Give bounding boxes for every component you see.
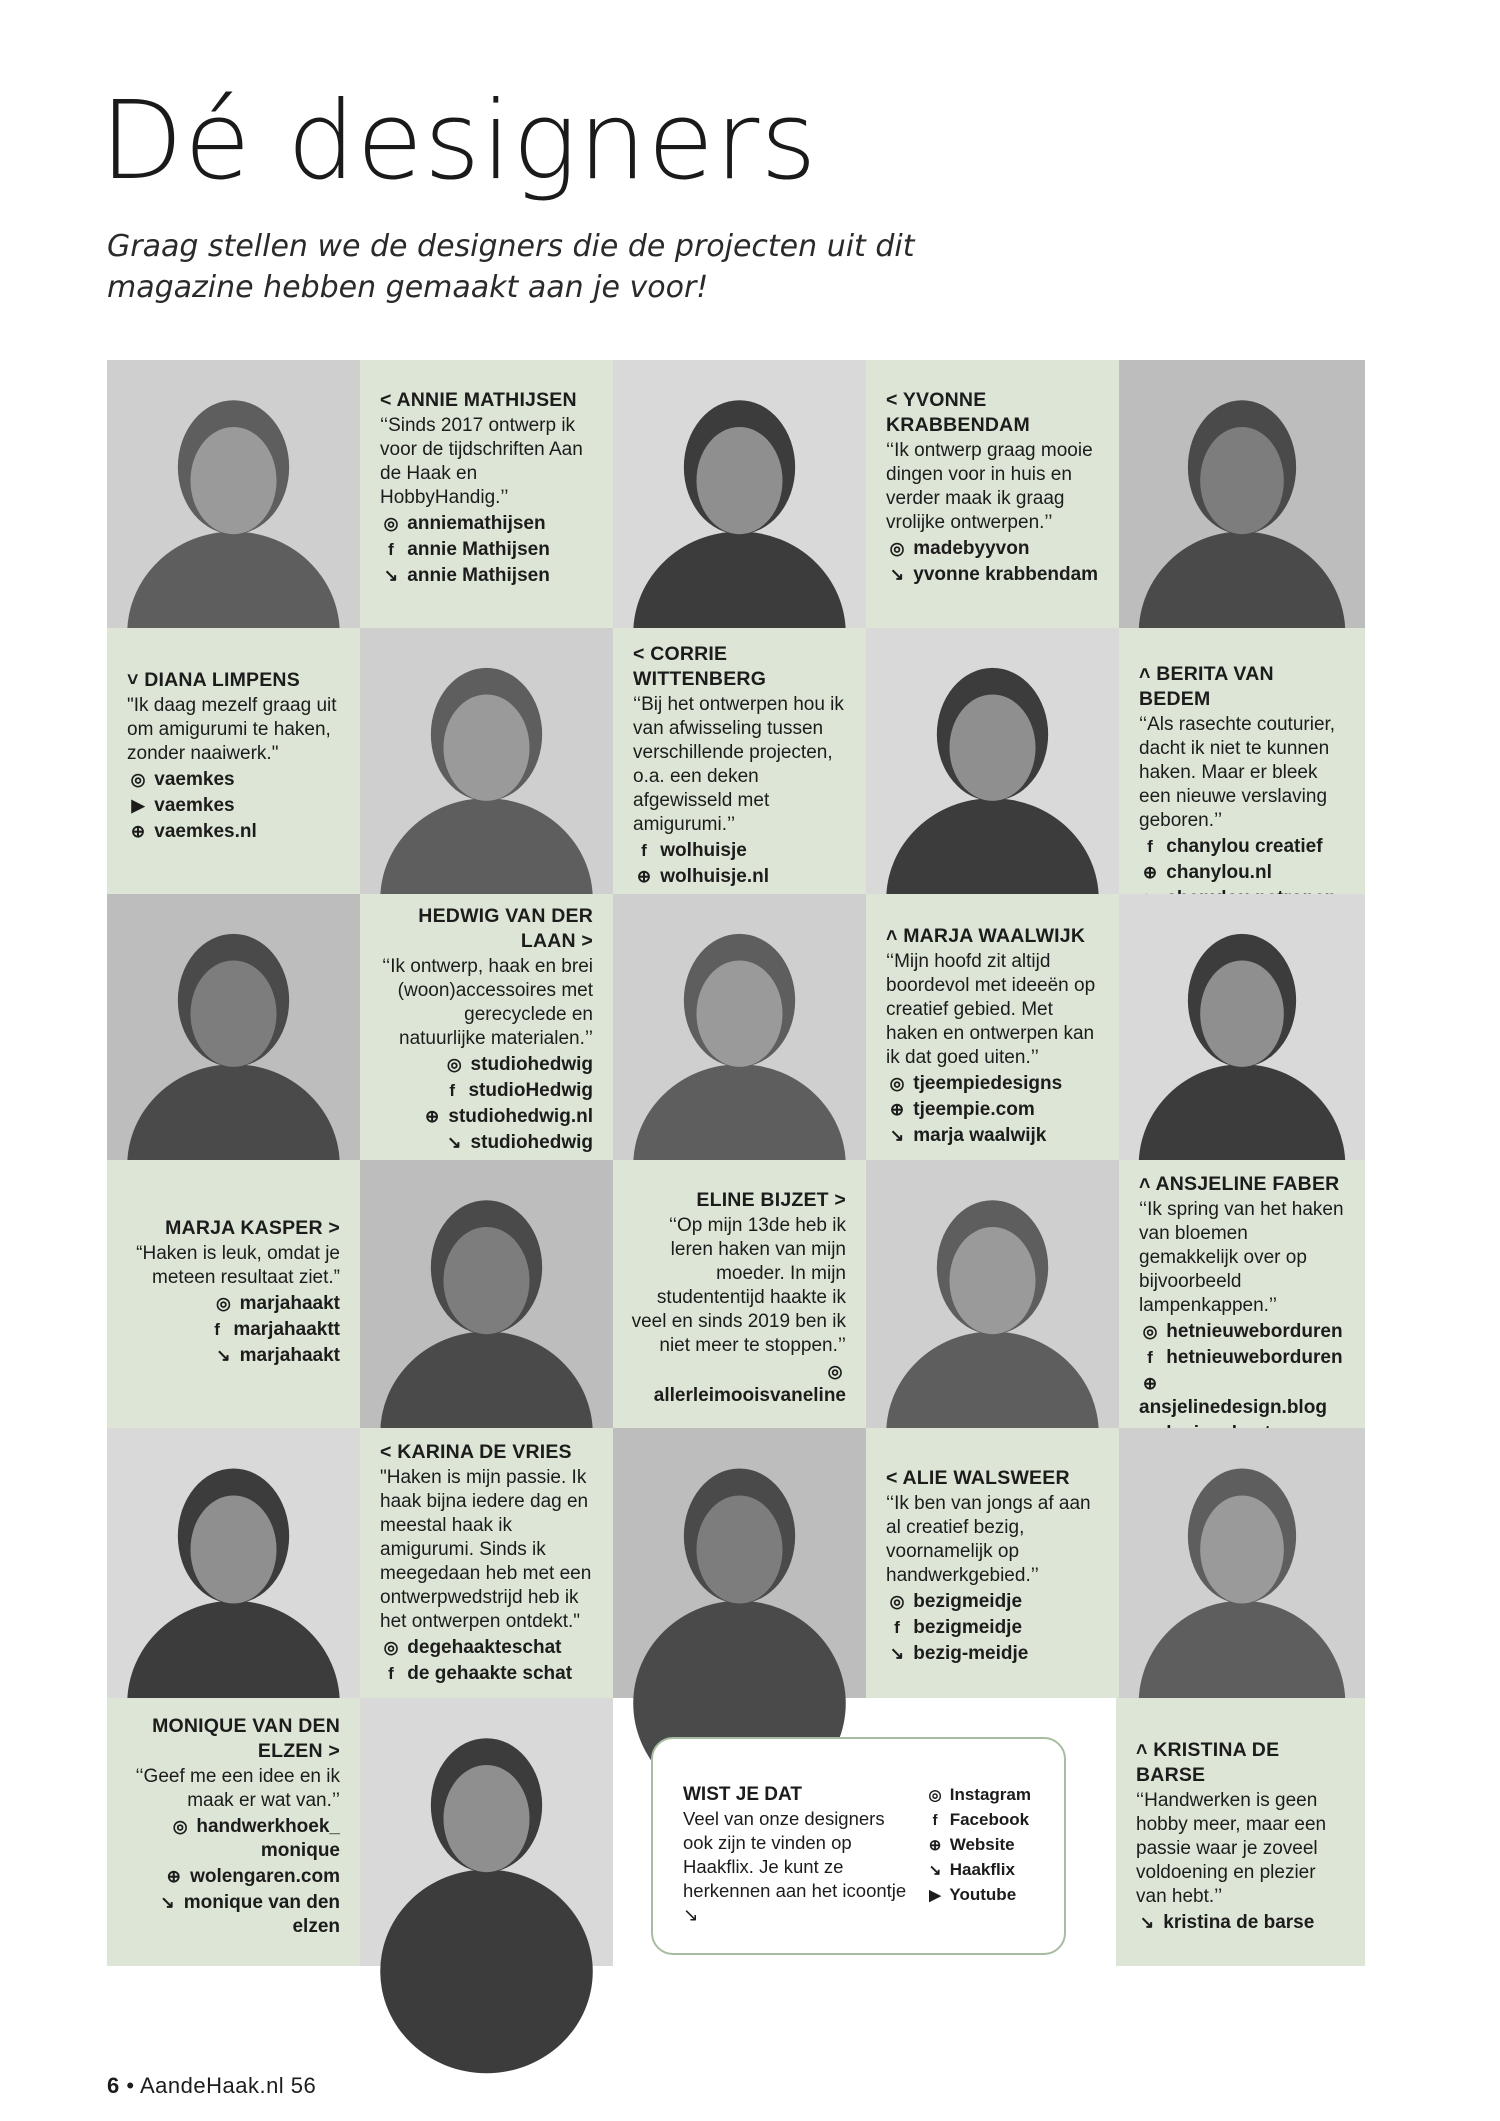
facebook-icon: f	[1147, 837, 1153, 856]
designer-quote: "Ik daag mezelf graag uit om amigurumi te haken, zonder naaiwerk."	[127, 695, 337, 764]
social-handle: marja waalwijk	[908, 1125, 1047, 1146]
social-handle: bezigmeidje	[908, 1617, 1023, 1638]
instagram-icon: ◎	[889, 539, 905, 558]
website-icon: ⊕	[636, 867, 652, 886]
haakflix-icon: ↘	[216, 1346, 231, 1365]
social-link[interactable]	[127, 820, 344, 844]
photo-annie-mathijsen	[107, 360, 360, 628]
social-handle: tjeempie.com	[908, 1099, 1035, 1120]
portrait-image	[107, 360, 360, 628]
social-handle: bezigmeidje	[908, 1591, 1023, 1612]
social-link[interactable]	[380, 1636, 597, 1660]
social-handle: annie Mathijsen	[402, 565, 550, 586]
designer-card	[107, 628, 360, 894]
designer-card	[360, 1428, 613, 1698]
portrait-image	[613, 1428, 866, 1698]
portrait-image	[107, 1428, 360, 1698]
photo-kristina-de-barse	[1119, 1428, 1365, 1698]
portrait-image	[360, 1698, 613, 1966]
social-handle: madebyyvon	[908, 538, 1030, 559]
social-handle: hetnieuweborduren	[1161, 1321, 1343, 1342]
portrait-image	[360, 1160, 613, 1428]
portrait-image	[1119, 1428, 1365, 1698]
website-icon: ⊕	[1142, 1374, 1158, 1393]
haakflix-icon: ↘	[889, 1126, 905, 1145]
photo-eline-bijzet	[360, 1160, 613, 1428]
social-link[interactable]	[1139, 835, 1349, 859]
legend-item	[925, 1833, 1031, 1858]
social-handle: chanylou.nl	[1161, 862, 1272, 883]
page-title: Dé designers	[100, 79, 818, 204]
instagram-icon: ◎	[889, 1074, 905, 1093]
social-handle: degehaakteschat	[402, 1637, 562, 1658]
person-face	[443, 1227, 529, 1334]
social-link[interactable]	[374, 1131, 593, 1155]
instagram-icon: ◎	[130, 770, 146, 789]
designer-name: ˄ MARJA WAALWIJK	[886, 925, 1086, 947]
page-subtitle: Graag stellen we de designers die de projecten uit dit magazine hebben gemaakt aan je voor!	[107, 229, 915, 305]
social-handle: ansjelinedesign.blog	[1139, 1397, 1327, 1418]
social-handle: allerleimooisvaneline	[653, 1385, 846, 1406]
instagram-icon: ◎	[383, 514, 399, 533]
designer-name: MONIQUE VAN DEN ELZEN >	[152, 1715, 340, 1762]
social-link[interactable]	[886, 563, 1103, 587]
social-link[interactable]	[127, 794, 344, 818]
designer-quote: ‘‘Op mijn 13de heb ik leren haken van mijn moeder. In mijn studententijd haakte ik veel en sinds 2019 ben ik niet meer te stoppen.’’	[631, 1215, 846, 1356]
haakflix-icon: ↘	[1139, 1913, 1155, 1932]
designer-card	[360, 360, 613, 628]
designer-name: MARJA KASPER >	[165, 1217, 340, 1239]
page-footer	[107, 2073, 316, 2099]
social-handle: marjahaaktt	[228, 1319, 340, 1340]
haakflix-icon: ↘	[160, 1893, 175, 1912]
photo-marja-waalwijk	[613, 894, 866, 1160]
youtube-icon: ▶	[131, 796, 145, 815]
facebook-icon: f	[894, 1618, 900, 1637]
designer-name: ˄ BERITA VAN BEDEM	[1139, 663, 1274, 710]
magazine-name: AandeHaak.nl 56	[139, 2073, 317, 2098]
facebook-icon: f	[388, 1664, 394, 1683]
social-handle: wolhuisje.nl	[655, 866, 770, 887]
person-face	[696, 1496, 782, 1604]
person-face	[949, 695, 1035, 801]
social-handle: wolhuisje	[655, 840, 747, 861]
social-link[interactable]	[633, 865, 850, 889]
designer-quote: “Haken is leuk, omdat je meteen resultaat ziet.”	[136, 1243, 340, 1288]
website-icon: ⊕	[130, 822, 146, 841]
social-handle: studiohedwig	[465, 1132, 593, 1153]
designer-name: < KARINA DE VRIES	[380, 1441, 572, 1463]
wist-je-dat-box	[651, 1737, 1066, 1955]
designer-card	[1116, 1698, 1365, 1966]
photo-diana-limpens	[360, 628, 613, 894]
social-link[interactable]	[374, 1079, 593, 1103]
social-handle: marjahaakt	[234, 1293, 340, 1314]
photo-berita-van-bedem	[1119, 360, 1365, 628]
legend-item	[925, 1783, 1031, 1808]
website-icon: ⊕	[889, 1100, 905, 1119]
designer-name: < ALIE WALSWEER	[886, 1467, 1070, 1489]
person-face	[1200, 1496, 1284, 1604]
instagram-icon: ◎	[928, 1787, 942, 1804]
photo-alie-walsweer	[613, 1428, 866, 1698]
designers-grid	[107, 360, 1365, 1966]
social-handle: hetnieuweborduren	[1161, 1347, 1343, 1368]
social-handle: anniemathijsen	[402, 513, 546, 534]
social-handle: chanylou creatief	[1161, 836, 1323, 857]
social-link[interactable]	[380, 1662, 597, 1686]
social-handle: de gehaakte schat	[402, 1663, 573, 1684]
social-link[interactable]	[886, 1124, 1103, 1148]
designer-name: < YVONNE KRABBENDAM	[886, 389, 1030, 436]
designer-card	[613, 628, 866, 894]
photo-yvonne-krabbendam	[613, 360, 866, 628]
wist-je-dat-text: Veel van onze designers ook zijn te vinden op Haakflix. Je kunt ze herkennen aan het icoontje ↘	[683, 1808, 907, 1925]
designer-quote: ‘‘Bij het ontwerpen hou ik van afwisseling tussen verschillende projecten, o.a. een deken afgewisseld met amigurumi.’’	[633, 694, 844, 835]
social-link[interactable]	[374, 1105, 593, 1129]
social-handle: vaemkes	[149, 795, 235, 816]
designer-card	[1119, 628, 1365, 894]
legend-label: Youtube	[945, 1885, 1017, 1904]
social-link[interactable]	[1139, 1372, 1349, 1420]
designer-quote: ‘‘Ik ontwerp, haak en brei (woon)accessoires met gerecyclede en natuurlijke materialen.’’	[382, 956, 593, 1049]
designer-quote: ‘‘Ik ben van jongs af aan al creatief bezig, voornamelijk op handwerkgebied.’’	[886, 1493, 1091, 1586]
haakflix-icon: ↘	[383, 566, 399, 585]
social-link[interactable]	[1136, 1911, 1349, 1935]
portrait-image	[613, 360, 866, 628]
social-handle: monique van den elzen	[178, 1892, 340, 1937]
designer-name: HEDWIG VAN DER LAAN >	[418, 905, 593, 952]
person-face	[1200, 427, 1284, 534]
legend-item	[925, 1883, 1031, 1908]
instagram-icon: ◎	[1142, 1322, 1158, 1341]
page-number: 6	[107, 2073, 120, 2098]
social-handle: studiohedwig.nl	[443, 1106, 593, 1127]
social-link[interactable]	[121, 1815, 340, 1863]
photo-ansjeline-faber	[866, 1160, 1119, 1428]
social-link[interactable]	[1139, 861, 1349, 885]
youtube-icon: ▶	[929, 1887, 941, 1904]
instagram-icon: ◎	[383, 1638, 399, 1657]
person-face	[190, 427, 276, 534]
designer-quote: ‘‘Ik ontwerp graag mooie dingen voor in huis en verder maak ik graag vrolijke ontwerpen.’’	[886, 440, 1093, 533]
designer-card	[613, 1160, 866, 1428]
wist-je-dat-title: WIST JE DAT	[683, 1784, 802, 1805]
social-link[interactable]	[121, 1318, 340, 1342]
designer-quote: ‘‘Mijn hoofd zit altijd boordevol met ideeën op creatief gebied. Met haken en ontwerpen kan ik dat goed uiten.’’	[886, 951, 1096, 1068]
social-link[interactable]	[121, 1344, 340, 1368]
designer-quote: "Haken is mijn passie. Ik haak bijna iedere dag en meestal haak ik amigurumi. Sinds ik meegedaan heb met een ontwerpwedstrijd heb ik het ontwerpen ontdekt."	[380, 1467, 592, 1632]
instagram-icon: ◎	[215, 1294, 231, 1313]
social-handle: handwerkhoek_ monique	[191, 1816, 340, 1861]
person-face	[949, 1227, 1035, 1334]
designer-name: ˄ ANSJELINE FABER	[1139, 1173, 1340, 1195]
icon-legend	[925, 1783, 1031, 1908]
social-handle: tjeempiedesigns	[908, 1073, 1063, 1094]
portrait-image	[107, 894, 360, 1160]
photo-monique-van-den-elzen	[360, 1698, 613, 1966]
haakflix-icon: ↘	[928, 1862, 942, 1879]
social-handle: annie Mathijsen	[402, 539, 550, 560]
designer-quote: ‘‘Sinds 2017 ontwerp ik voor de tijdschriften Aan de Haak en HobbyHandig.’’	[380, 415, 583, 508]
designer-card	[866, 360, 1119, 628]
social-link[interactable]	[886, 1072, 1103, 1096]
portrait-image	[613, 894, 866, 1160]
social-link[interactable]	[1139, 1320, 1349, 1344]
social-link[interactable]	[1139, 1346, 1349, 1370]
social-link[interactable]	[121, 1865, 340, 1889]
person-face	[190, 1496, 276, 1604]
social-link[interactable]	[886, 1616, 1103, 1640]
instagram-icon: ◎	[172, 1817, 188, 1836]
social-link[interactable]	[121, 1292, 340, 1316]
legend-label: Instagram	[945, 1785, 1031, 1804]
social-link[interactable]	[633, 839, 850, 863]
facebook-icon: f	[214, 1320, 220, 1339]
designer-name: < CORRIE WITTENBERG	[633, 643, 767, 690]
facebook-icon: f	[388, 540, 394, 559]
social-link[interactable]	[121, 1891, 340, 1939]
social-handle: wolengaren.com	[184, 1866, 340, 1887]
haakflix-icon: ↘	[889, 1644, 905, 1663]
portrait-image	[1119, 894, 1365, 1160]
website-icon: ⊕	[424, 1107, 440, 1126]
social-link[interactable]	[627, 1360, 846, 1408]
designer-quote: ‘‘Als rasechte couturier, dacht ik niet te kunnen haken. Maar er bleek een nieuwe verslaving geboren.’’	[1139, 714, 1336, 831]
designer-name: ELINE BIJZET >	[696, 1189, 846, 1211]
person-face	[443, 695, 529, 801]
social-link[interactable]	[886, 1642, 1103, 1666]
photo-corrie-wittenberg	[866, 628, 1119, 894]
designer-quote: ‘‘Handwerken is geen hobby meer, maar een passie waar je zoveel voldoening en plezier van hebt.’’	[1136, 1790, 1327, 1907]
social-link[interactable]	[380, 564, 597, 588]
person-face	[443, 1765, 529, 1872]
instagram-icon: ◎	[889, 1592, 905, 1611]
portrait-image	[866, 1160, 1119, 1428]
person-face	[1200, 961, 1284, 1067]
social-handle: vaemkes	[149, 769, 235, 790]
haakflix-icon: ↘	[447, 1133, 462, 1152]
social-handle: yvonne krabbendam	[908, 564, 1099, 585]
social-handle: kristina de barse	[1158, 1912, 1315, 1933]
wist-je-dat-text-block	[683, 1783, 913, 1927]
website-icon: ⊕	[166, 1867, 181, 1886]
designer-name: ˅ DIANA LIMPENS	[127, 669, 300, 691]
social-link[interactable]	[374, 1053, 593, 1077]
social-handle: vaemkes.nl	[149, 821, 257, 842]
facebook-icon: f	[1147, 1348, 1153, 1367]
designer-quote: ‘‘Geef me een idee en ik maak er wat van.’’	[135, 1766, 340, 1811]
designer-card	[866, 894, 1119, 1160]
designer-name: ˄ KRISTINA DE BARSE	[1136, 1739, 1280, 1786]
social-handle: studiohedwig	[465, 1054, 593, 1075]
instagram-icon: ◎	[827, 1362, 843, 1381]
person-face	[190, 961, 276, 1067]
social-link[interactable]	[380, 538, 597, 562]
designer-card	[866, 1428, 1119, 1698]
website-icon: ⊕	[928, 1837, 942, 1854]
portrait-image	[866, 628, 1119, 894]
designer-name: < ANNIE MATHIJSEN	[380, 389, 577, 411]
legend-label: Facebook	[945, 1810, 1030, 1829]
person-body	[380, 1870, 593, 2074]
social-link[interactable]	[886, 1590, 1103, 1614]
photo-marja-kasper	[1119, 894, 1365, 1160]
facebook-icon: f	[641, 841, 647, 860]
designer-card	[360, 894, 613, 1160]
legend-item	[925, 1858, 1031, 1883]
social-link[interactable]	[127, 768, 344, 792]
social-link[interactable]	[886, 537, 1103, 561]
designer-quote: ‘‘Ik spring van het haken van bloemen gemakkelijk over op bijvoorbeeld lampenkappen.’’	[1139, 1199, 1344, 1316]
person-face	[696, 961, 782, 1067]
designer-card	[1119, 1160, 1365, 1428]
designer-card	[107, 1160, 360, 1428]
social-handle: marjahaakt	[234, 1345, 340, 1366]
social-handle: bezig-meidje	[908, 1643, 1029, 1664]
facebook-icon: f	[449, 1081, 455, 1100]
photo-hedwig-van-der-laan	[107, 894, 360, 1160]
person-face	[696, 427, 782, 534]
designer-card	[107, 1698, 360, 1966]
footer-separator: •	[126, 2073, 135, 2098]
portrait-image	[360, 628, 613, 894]
legend-item	[925, 1808, 1031, 1833]
portrait-image	[1119, 360, 1365, 628]
haakflix-icon: ↘	[889, 565, 905, 584]
facebook-icon: f	[932, 1812, 938, 1829]
social-link[interactable]	[886, 1098, 1103, 1122]
legend-label: Website	[945, 1835, 1015, 1854]
website-icon: ⊕	[1142, 863, 1158, 882]
legend-label: Haakflix	[945, 1860, 1015, 1879]
social-handle: studioHedwig	[463, 1080, 593, 1101]
social-link[interactable]	[380, 512, 597, 536]
instagram-icon: ◎	[446, 1055, 462, 1074]
photo-karina-de-vries	[107, 1428, 360, 1698]
